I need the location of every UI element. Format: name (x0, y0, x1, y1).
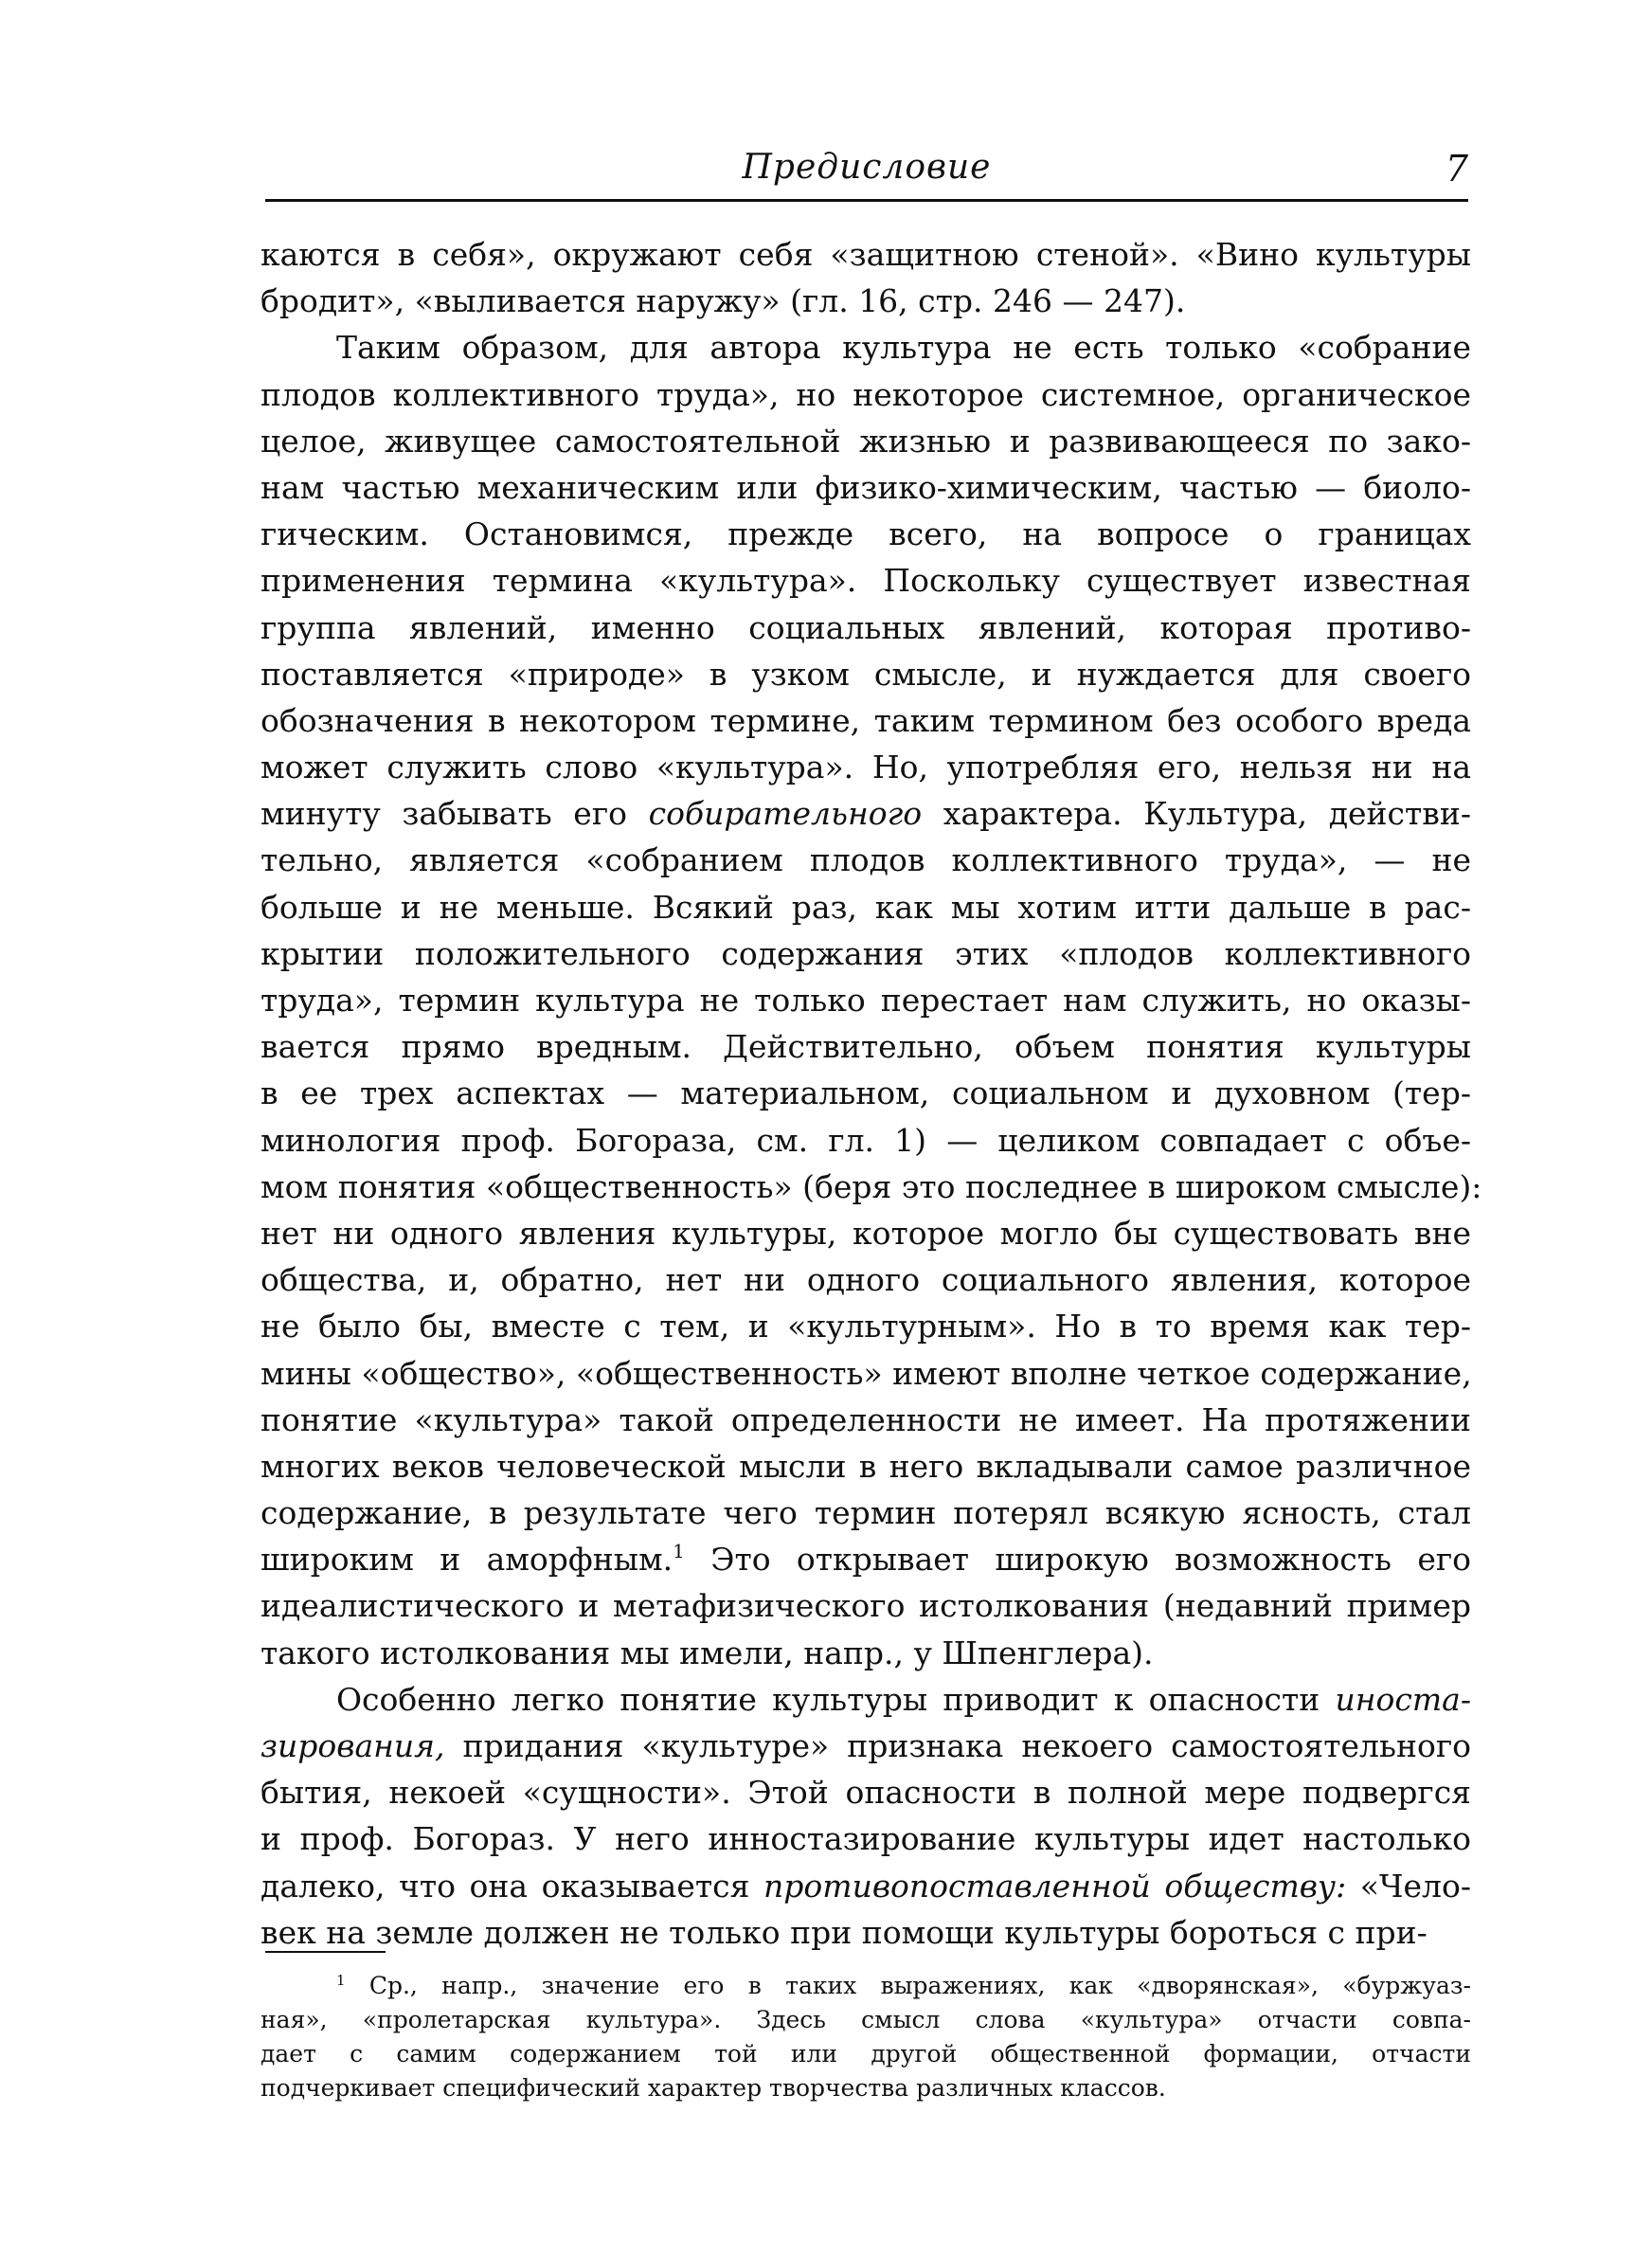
text-run: «Чело- (1346, 1867, 1471, 1905)
text-line: мом понятия «общественность» (беря это последнее в широком смысле): (260, 1167, 1482, 1205)
text-line: нет ни одного явления культуры, которое могло бы существовать вне (260, 1214, 1471, 1252)
text-line: больше и не меньше. Всякий раз, как мы хотим итти дальше в рас- (260, 888, 1471, 926)
text-line: плодов коллективного труда», но некоторое системное, органическое (260, 375, 1471, 413)
italic-emphasis: собирательного (648, 795, 923, 833)
text-line: понятие «культура» такой определенности не имеет. На протяжении (260, 1400, 1471, 1438)
footnote-marker: 1 (336, 1972, 346, 1989)
text-line: содержание, в результате чего термин потерял всякую ясность, стал (260, 1494, 1471, 1532)
text-run: Это открывает широкую возможность его (684, 1541, 1472, 1579)
footnote-line: дает с самим содержанием той или другой общественной формации, отчасти (260, 2040, 1471, 2067)
text-run: далеко, что она оказывается (260, 1867, 764, 1905)
text-line (260, 1676, 1471, 1723)
footnote-line: подчеркивает специфический характер творчества различных классов. (260, 2074, 1166, 2102)
text-line: Таким образом, для автора культура не есть только «собрание (336, 329, 1471, 367)
running-header (265, 142, 1468, 199)
text-line: такого истолкования мы имели, напр., у Шпенглера). (260, 1634, 1154, 1671)
text-line: и проф. Богораз. У него инностазирование культуры идет настолько (260, 1820, 1471, 1858)
footnote (260, 1969, 1471, 2105)
text-run: придания «культуре» признака некоего самостоятельного (444, 1727, 1471, 1764)
text-line: применения термина «культура». Поскольку существует известная (260, 562, 1471, 600)
italic-emphasis: зирования, (260, 1727, 445, 1764)
text-line (260, 1863, 1471, 1909)
text-line: не было бы, вместе с тем, и «культурным». Но в то время как тер- (260, 1308, 1471, 1345)
main-text (260, 231, 1482, 1956)
text-run: характера. Культура, действи- (922, 795, 1471, 833)
text-line: поставляется «природе» в узком смысле, и нуждается для своего (260, 655, 1471, 693)
footnote-line (260, 1969, 1471, 2003)
text-line: обозначения в некотором термине, таким термином без особого вреда (260, 701, 1471, 739)
footnote-line: ная», «пролетарская культура». Здесь смысл слова «культура» отчасти совпа- (260, 2006, 1471, 2033)
text-line: минология проф. Богораза, см. гл. 1) — целиком совпадает с объе- (260, 1121, 1471, 1159)
text-line: вается прямо вредным. Действительно, объем понятия культуры (260, 1028, 1471, 1066)
text-line: в ее трех аспектах — материальном, социальном и духовном (тер- (260, 1074, 1471, 1112)
text-run: Особенно легко понятие культуры приводит к опасности (336, 1680, 1336, 1718)
text-line: может служить слово «культура». Но, употребляя его, нельзя ни на (260, 749, 1471, 786)
italic-emphasis: иноста- (1335, 1680, 1471, 1718)
text-line: мины «общество», «общественность» имеют вполне четкое содержание, (260, 1354, 1472, 1392)
text-line: бродит», «выливается наружу» (гл. 16, стр. 246 — 247). (260, 282, 1186, 320)
text-run: широким и аморфным. (260, 1541, 673, 1579)
italic-emphasis: противопоставленной обществу: (763, 1867, 1347, 1905)
text-line: нам частью механическим или физико-химическим, частью — биоло- (260, 468, 1471, 506)
text-line: бытия, некоей «сущности». Этой опасности в полной мере подвергся (260, 1774, 1471, 1812)
text-line: группа явлений, именно социальных явлений, которая противо- (260, 608, 1471, 646)
text-line: век на земле должен не только при помощи культуры бороться с при- (260, 1913, 1428, 1951)
text-line: гическим. Остановимся, прежде всего, на вопросе о границах (260, 515, 1471, 553)
text-run: Ср., напр., значение его в таких выражениях, как «дворянская», «буржуаз- (345, 1972, 1471, 1999)
text-line: труда», термин культура не только перестает нам служить, но оказы- (260, 982, 1471, 1019)
text-line: идеалистического и метафизического истолкования (недавний пример (260, 1587, 1471, 1625)
text-line (260, 790, 1471, 837)
header-rule (265, 199, 1468, 202)
text-line: целое, живущее самостоятельной жизнью и развивающееся по зако- (260, 422, 1471, 460)
text-line: многих веков человеческой мысли в него вкладывали самое различное (260, 1447, 1471, 1485)
text-line: тельно, является «собранием плодов коллективного труда», — не (260, 841, 1471, 879)
text-line: каются в себя», окружают себя «защитною стеной». «Вино культуры (260, 236, 1471, 273)
text-line (260, 1536, 1471, 1582)
text-line: крытии положительного содержания этих «плодов коллективного (260, 934, 1471, 972)
text-line (260, 1723, 1471, 1769)
footnote-rule (265, 1951, 386, 1953)
text-line: общества, и, обратно, нет ни одного социального явления, которое (260, 1261, 1471, 1299)
footnote-reference: 1 (673, 1540, 685, 1563)
page-number: 7 (1445, 148, 1468, 190)
header-title: Предисловие (742, 148, 992, 187)
text-run: минуту забывать его (260, 795, 649, 833)
